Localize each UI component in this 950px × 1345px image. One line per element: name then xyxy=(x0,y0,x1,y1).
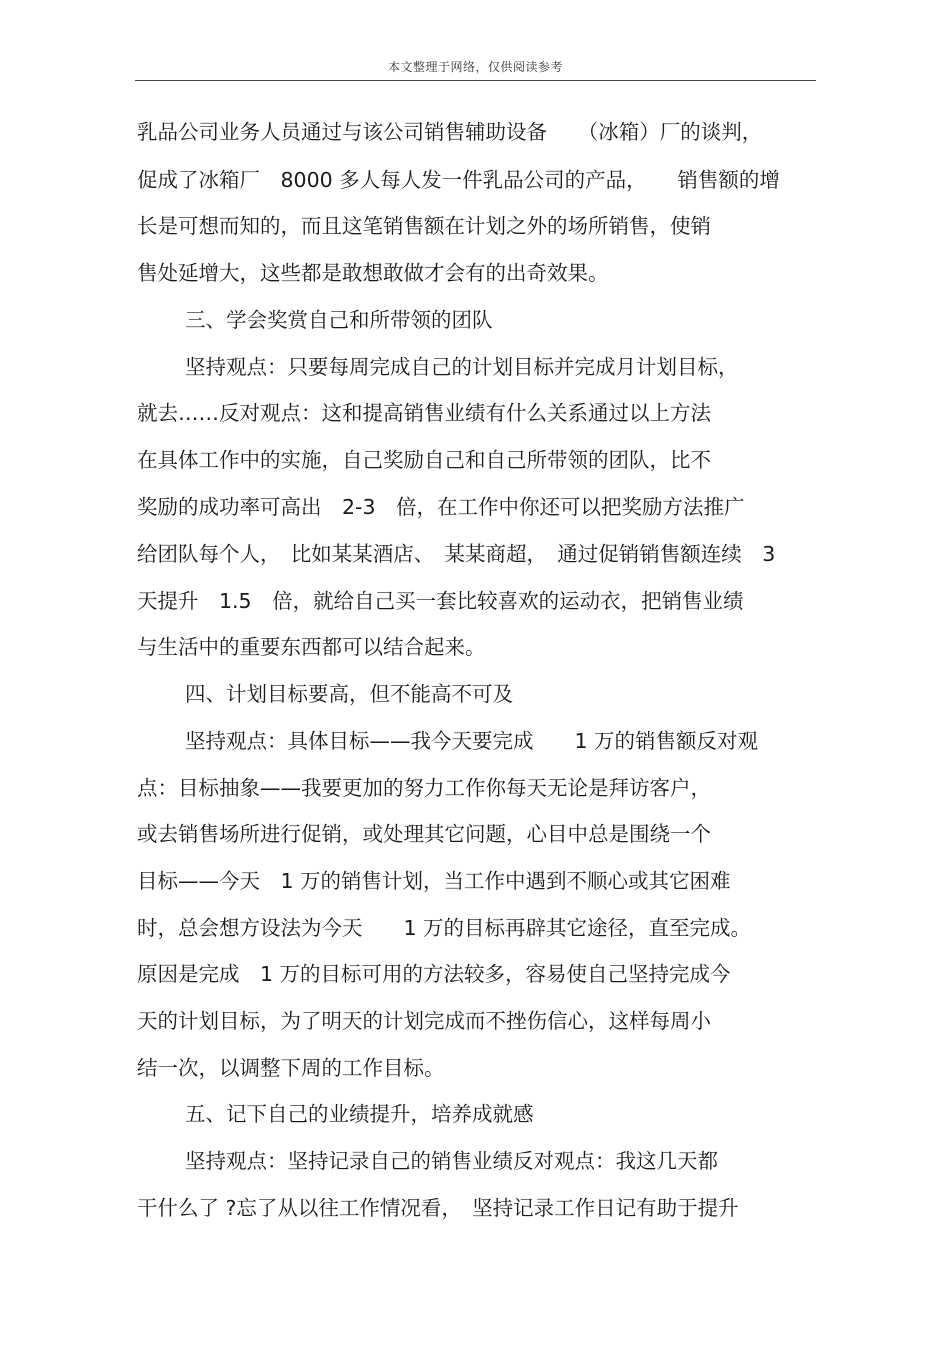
body-line: 点：目标抽象——我要更加的努力工作你每天无论是拜访客户， xyxy=(137,776,711,800)
body-line: 售处延增大，这些都是敢想敢做才会有的出奇效果。 xyxy=(137,261,609,285)
section-heading: 四、计划目标要高，但不能高不可及 xyxy=(185,682,513,706)
body-line: 给团队每个人， 比如某某酒店、 某某商超， 通过促销销售额连续 3 xyxy=(137,542,776,566)
body-line: 干什么了 ?忘了从以往工作情况看， 坚持记录工作日记有助于提升 xyxy=(137,1196,739,1220)
body-line: 坚持观点：具体目标——我今天要完成 1 万的销售额反对观 xyxy=(185,729,759,753)
body-line: 在具体工作中的实施，自己奖励自己和自己所带领的团队，比不 xyxy=(137,448,711,472)
body-line: 或去销售场所进行促销，或处理其它问题，心目中总是围绕一个 xyxy=(137,822,711,846)
section-heading: 三、学会奖赏自己和所带领的团队 xyxy=(185,308,493,332)
body-line: 原因是完成 1 万的目标可用的方法较多，容易使自己坚持完成今 xyxy=(137,962,731,986)
body-line: 促成了冰箱厂 8000 多人每人发一件乳品公司的产品， 销售额的增 xyxy=(137,168,780,192)
body-line: 乳品公司业务人员通过与该公司销售辅助设备 （冰箱）厂的谈判， xyxy=(137,120,763,144)
header-divider xyxy=(135,80,816,81)
body-line: 目标——今天 1 万的销售计划，当工作中遇到不顺心或其它困难 xyxy=(137,869,731,893)
body-line: 长是可想而知的，而且这笔销售额在计划之外的场所销售，使销 xyxy=(137,214,711,238)
body-line: 就去……反对观点：这和提高销售业绩有什么关系通过以上方法 xyxy=(137,401,711,425)
body-line: 天提升 1.5 倍，就给自己买一套比较喜欢的运动衣，把销售业绩 xyxy=(137,589,744,613)
body-line: 与生活中的重要东西都可以结合起来。 xyxy=(137,635,486,659)
body-line: 天的计划目标，为了明天的计划完成而不挫伤信心，这样每周小 xyxy=(137,1009,711,1033)
body-line: 坚持观点：只要每周完成自己的计划目标并完成月计划目标， xyxy=(185,355,739,379)
body-line: 坚持观点：坚持记录自己的销售业绩反对观点：我这几天都 xyxy=(185,1149,718,1173)
body-line: 奖励的成功率可高出 2-3 倍，在工作中你还可以把奖励方法推广 xyxy=(137,495,745,519)
body-line: 时，总会想方设法为今天 1 万的目标再辟其它途径，直至完成。 xyxy=(137,916,752,940)
section-heading: 五、记下自己的业绩提升，培养成就感 xyxy=(185,1102,534,1126)
body-line: 结一次，以调整下周的工作目标。 xyxy=(137,1056,445,1080)
page-header: 本文整理于网络，仅供阅读参考 xyxy=(387,60,563,74)
